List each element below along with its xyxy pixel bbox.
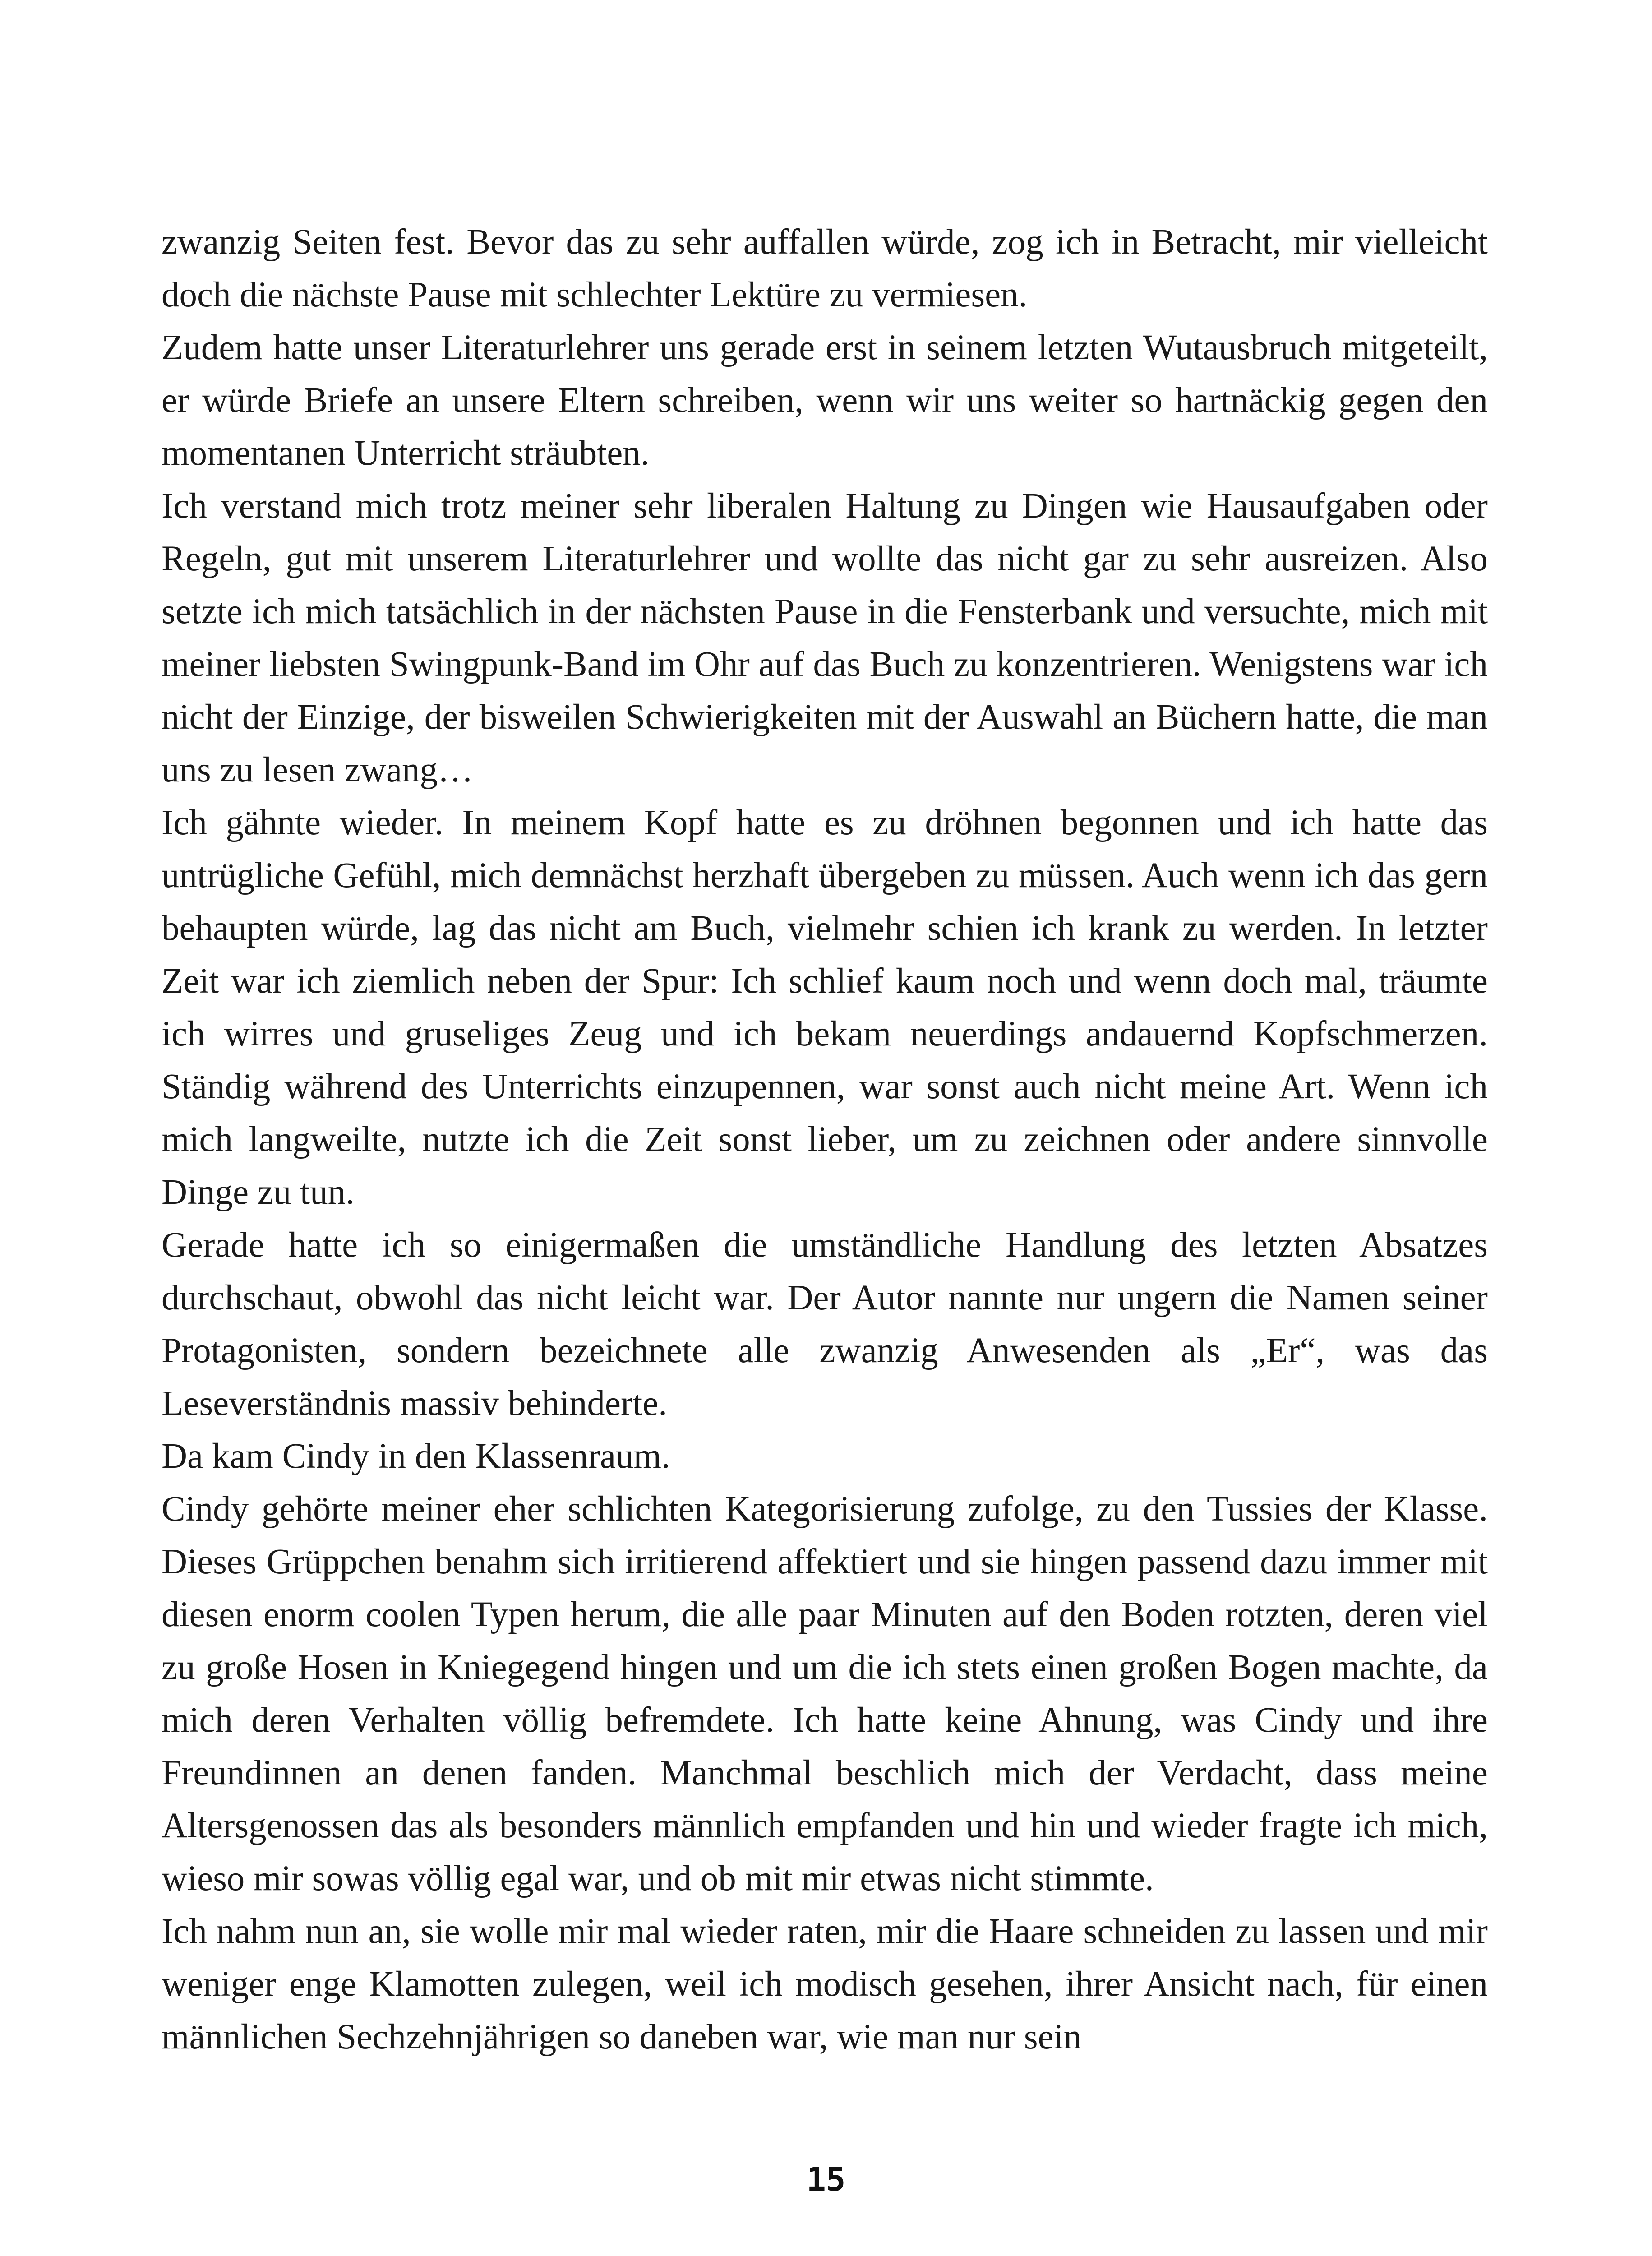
paragraph: Gerade hatte ich so einigermaßen die umständliche Handlung des letzten Absatzes durchschaut, obwohl das nicht leicht war. Der Autor nannte nur ungern die Namen seiner Protagonisten, sondern bezeichnete alle zwanzig Anwesenden als „Er“, was das Leseverständnis massiv behinderte. [162, 1225, 1488, 1423]
paragraph: Zudem hatte unser Literaturlehrer uns gerade erst in seinem letzten Wutausbruch mitgeteilt, er würde Briefe an unsere Eltern schreiben, wenn wir uns weiter so hartnäckig gegen den momentanen Unterricht sträubten. [162, 328, 1488, 473]
body-text [162, 216, 1488, 2063]
paragraph: zwanzig Seiten fest. Bevor das zu sehr auffallen würde, zog ich in Betracht, mir vielleicht doch die nächste Pause mit schlechter Lektüre zu vermiesen. [162, 222, 1488, 314]
paragraph: Da kam Cindy in den Klassenraum. [162, 1437, 670, 1476]
page-number: 15 [806, 2160, 846, 2198]
paragraph: Cindy gehörte meiner eher schlichten Kategorisierung zufolge, zu den Tussies der Klasse. Dieses Grüppchen benahm sich irritierend affektiert und sie hingen passend dazu immer mit diesen enorm coolen Typen herum, die alle paar Minuten auf den Boden rotzten, deren viel zu große Hosen in Kniegegend hingen und um die ich stets einen großen Bogen machte, da mich deren Verhalten völlig befremdete. Ich hatte keine Ahnung, was Cindy und ihre Freundinnen an denen fanden. Manchmal beschlich mich der Verdacht, dass meine Altersgenossen das als besonders männlich empfanden und hin und wieder fragte ich mich, wieso mir sowas völlig egal war, und ob mit mir etwas nicht stimmte. [162, 1489, 1488, 1898]
paragraph: Ich gähnte wieder. In meinem Kopf hatte es zu dröhnen begonnen und ich hatte das untrügliche Gefühl, mich demnächst herzhaft übergeben zu müssen. Auch wenn ich das gern behaupten würde, lag das nicht am Buch, vielmehr schien ich krank zu werden. In letzter Zeit war ich ziemlich neben der Spur: Ich schlief kaum noch und wenn doch mal, träumte ich wirres und gruseliges Zeug und ich bekam neuerdings andauernd Kopfschmerzen. Ständig während des Unterrichts einzupennen, war sonst auch nicht meine Art. Wenn ich mich langweilte, nutzte ich die Zeit sonst lieber, um zu zeichnen oder andere sinnvolle Dinge zu tun. [162, 803, 1488, 1212]
paragraph: Ich verstand mich trotz meiner sehr liberalen Haltung zu Dingen wie Hausaufgaben oder Regeln, gut mit unserem Literaturlehrer und wollte das nicht gar zu sehr ausreizen. Also setzte ich mich tatsächlich in der nächsten Pause in die Fensterbank und versuchte, mich mit meiner liebsten Swingpunk-Band im Ohr auf das Buch zu konzentrieren. Wenigstens war ich nicht der Einzige, der bisweilen Schwierigkeiten mit der Auswahl an Büchern hatte, die man uns zu lesen zwang… [162, 486, 1488, 790]
paragraph: Ich nahm nun an, sie wolle mir mal wieder raten, mir die Haare schneiden zu lassen und mir weniger enge Klamotten zulegen, weil ich modisch gesehen, ihrer Ansicht nach, für einen männlichen Sechzehnjährigen so daneben war, wie man nur sein [162, 1912, 1488, 2057]
